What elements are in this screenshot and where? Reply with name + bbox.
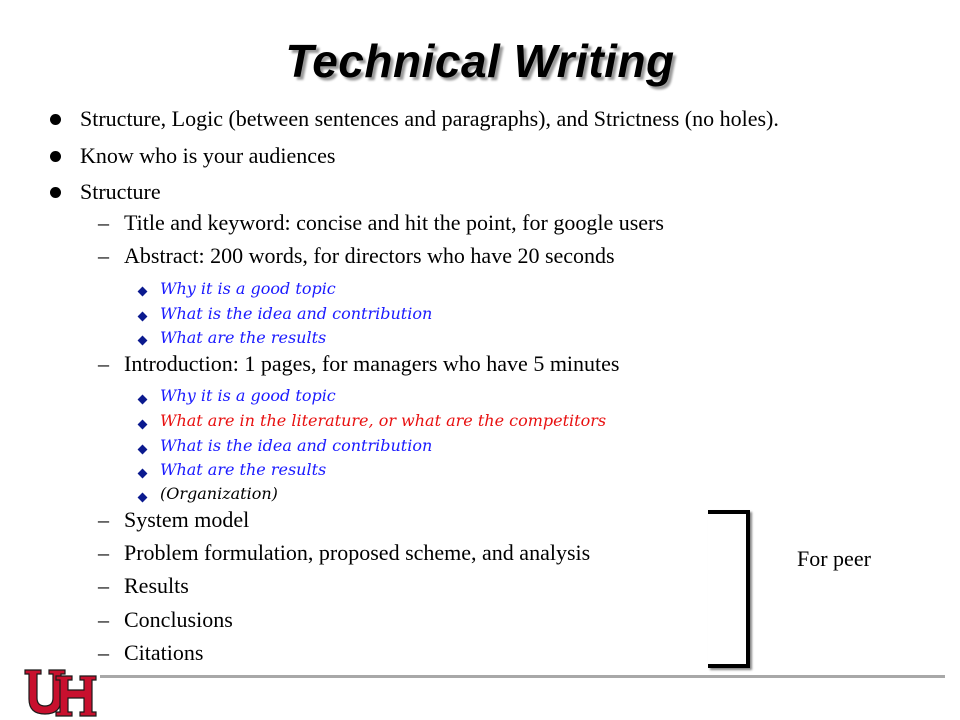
structure-item-label: Results xyxy=(124,573,189,598)
for-peer-label: For peer xyxy=(797,546,871,571)
diamond-bullet-icon xyxy=(138,445,148,455)
structure-item-conclusions xyxy=(98,607,233,633)
abstract-point: Why it is a good topic xyxy=(160,279,336,298)
structure-item-label: System model xyxy=(124,507,250,532)
dash: – xyxy=(98,351,109,376)
dash: – xyxy=(98,507,109,532)
structure-item-label: Introduction: 1 pages, for managers who have 5 minutes xyxy=(124,351,620,376)
introduction-point: What are in the literature, or what are the competitors xyxy=(160,411,607,430)
structure-item-system-model xyxy=(98,507,249,533)
structure-item-label: Title and keyword: concise and hit the point, for google users xyxy=(124,210,664,235)
abstract-point: What is the idea and contribution xyxy=(160,304,433,323)
diamond-bullet-icon xyxy=(138,493,148,503)
diamond-bullet-icon xyxy=(138,420,148,430)
diamond-bullet-icon xyxy=(138,336,148,346)
structure-item-label: Citations xyxy=(124,640,204,665)
abstract-point: What are the results xyxy=(160,328,327,347)
diamond-bullet-icon xyxy=(138,469,148,479)
bullet-dot xyxy=(50,187,61,198)
diamond-bullet-icon xyxy=(138,287,148,297)
structure-item-label: Problem formulation, proposed scheme, and analysis xyxy=(124,540,591,565)
diamond-bullet-icon xyxy=(138,312,148,322)
diamond-bullet-icon xyxy=(138,395,148,405)
structure-item-label: Abstract: 200 words, for directors who have 20 seconds xyxy=(124,243,615,268)
structure-item-title-keyword xyxy=(98,210,664,236)
dash: – xyxy=(98,607,109,632)
dash: – xyxy=(98,540,109,565)
dash: – xyxy=(98,640,109,665)
structure-item-results xyxy=(98,573,189,599)
bullet-audiences: Know who is your audiences xyxy=(80,143,336,168)
introduction-point: What is the idea and contribution xyxy=(160,436,433,455)
structure-item-problem-formulation xyxy=(98,540,590,566)
dash: – xyxy=(98,573,109,598)
structure-item-label: Conclusions xyxy=(124,607,233,632)
structure-item-introduction xyxy=(98,351,619,377)
peer-bracket xyxy=(708,510,750,668)
bullet-dot xyxy=(50,151,61,162)
structure-item-citations xyxy=(98,640,203,666)
bullet-dot xyxy=(50,114,61,125)
structure-item-abstract xyxy=(98,243,615,269)
slide-title: Technical Writing xyxy=(285,35,675,87)
introduction-point: What are the results xyxy=(160,460,327,479)
dash: – xyxy=(98,243,109,268)
uh-logo-icon xyxy=(22,668,100,718)
bullet-structure: Structure xyxy=(80,179,161,204)
footer-divider xyxy=(100,675,945,678)
introduction-point: (Organization) xyxy=(160,484,278,503)
dash: – xyxy=(98,210,109,235)
bullet-structure-logic: Structure, Logic (between sentences and paragraphs), and Strictness (no holes). xyxy=(80,106,779,131)
introduction-point: Why it is a good topic xyxy=(160,386,336,405)
